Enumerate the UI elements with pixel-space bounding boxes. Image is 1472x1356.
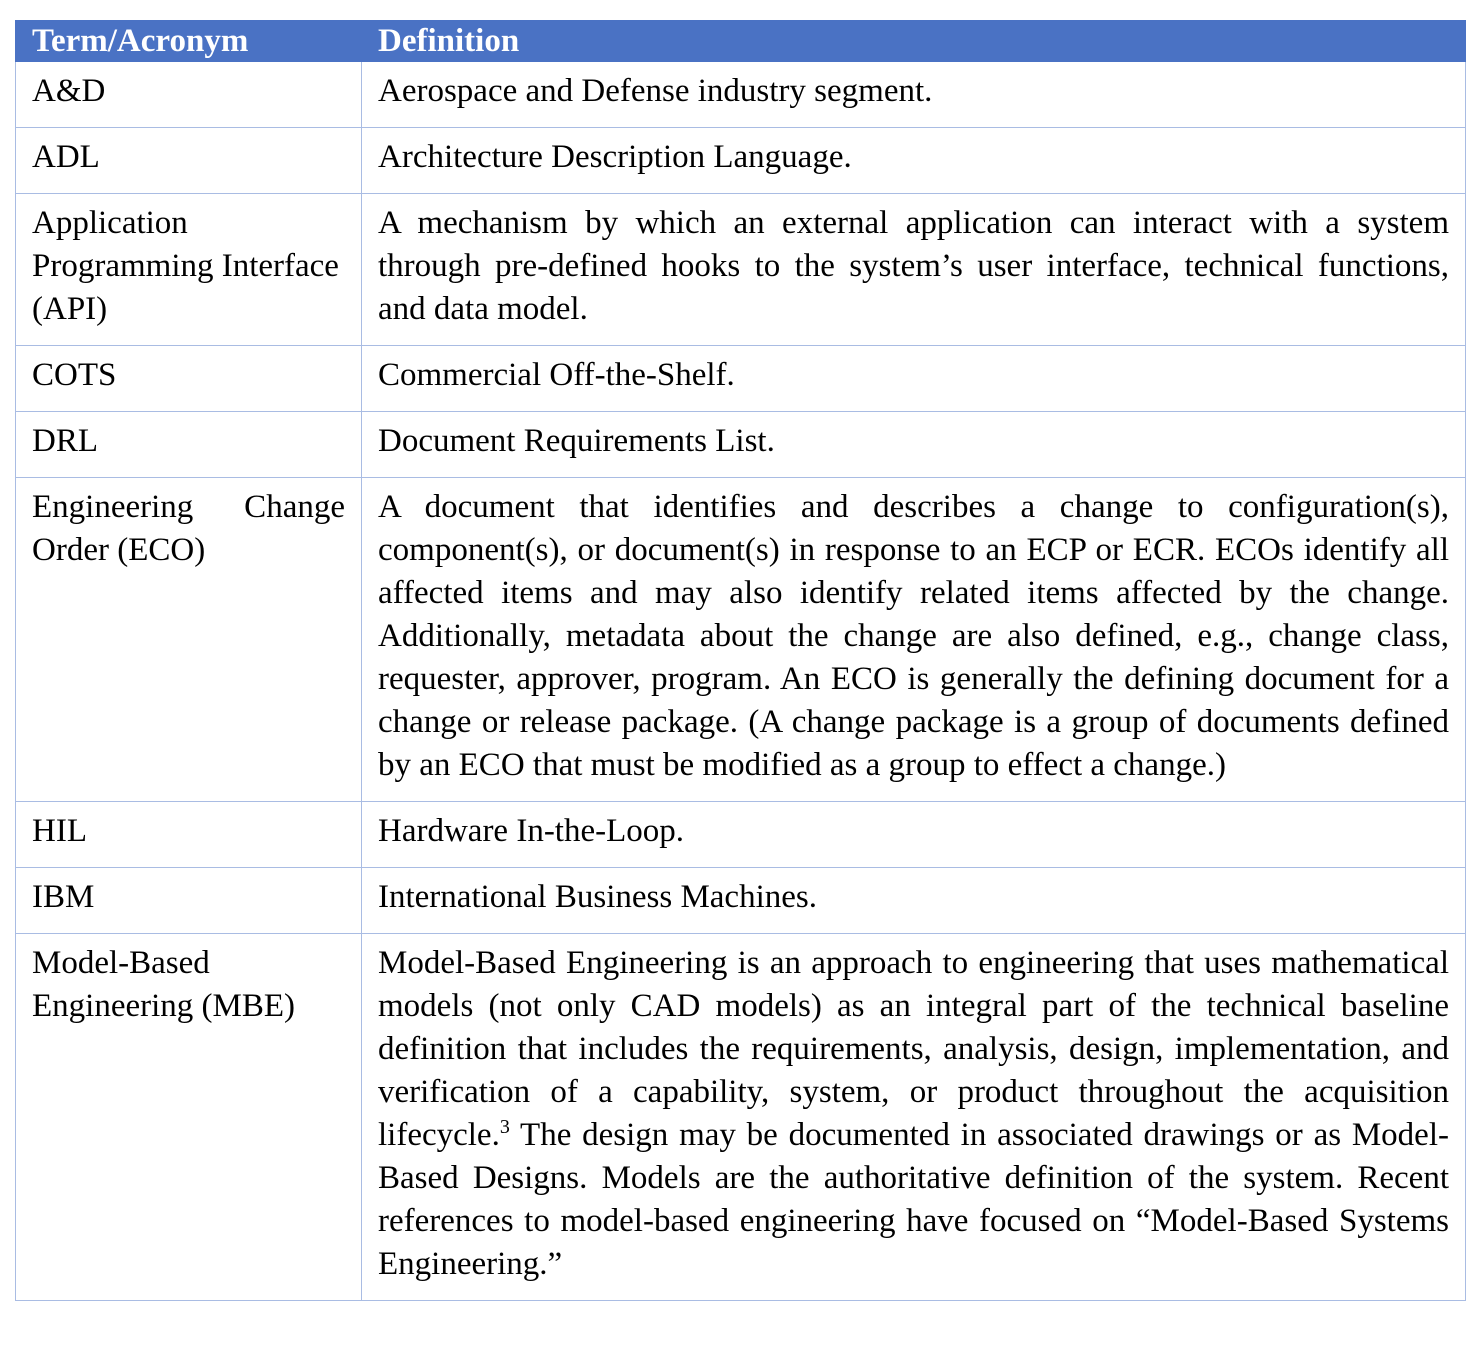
definition-cell: A mechanism by which an external application can interact with a system through pre-defined hooks to the system’s user interface, technical functions, and data model. [362, 194, 1466, 346]
term-cell: ADL [16, 128, 362, 194]
term-cell: Engineering Change Order (ECO) [16, 478, 362, 802]
table-row [16, 478, 1466, 802]
definition-cell: Aerospace and Defense industry segment. [362, 62, 1466, 128]
glossary-table [15, 20, 1466, 1301]
table-row [16, 868, 1466, 934]
definition-cell: A document that identifies and describes a change to configuration(s), component(s), or document(s) in response to an ECP or ECR. ECOs identify all affected items and may also identify related items affected by the change. Additionally, metadata about the change are also defined, e.g., change class, requester, approver, program. An ECO is generally the defining document for a change or release package. (A change package is a group of documents defined by an ECO that must be modified as a group to effect a change.) [362, 478, 1466, 802]
definition-header: Definition [362, 21, 1466, 62]
definition-cell: Commercial Off-the-Shelf. [362, 346, 1466, 412]
table-header-row [16, 21, 1466, 62]
definition-cell: Document Requirements List. [362, 412, 1466, 478]
footnote-reference: 3 [499, 1116, 510, 1138]
table-row [16, 346, 1466, 412]
definition-cell [362, 934, 1466, 1301]
definition-cell: Architecture Description Language. [362, 128, 1466, 194]
table-row [16, 934, 1466, 1301]
definition-cell: International Business Machines. [362, 868, 1466, 934]
term-cell: Model-Based Engineering (MBE) [16, 934, 362, 1301]
term-cell: IBM [16, 868, 362, 934]
term-acronym-header: Term/Acronym [16, 21, 362, 62]
definition-text: Model-Based Engineering is an approach to engineering that uses mathematical models (not only CAD models) as an integral part of the technical baseline definition that includes the requirements, analysis, design, implementation, and verification of a capability, system, or product throughout the acquisition lifecycle. [378, 945, 1449, 1153]
table-row [16, 802, 1466, 868]
table-row [16, 412, 1466, 478]
term-cell: DRL [16, 412, 362, 478]
term-cell: A&D [16, 62, 362, 128]
term-cell: COTS [16, 346, 362, 412]
term-cell: Application Programming Interface (API) [16, 194, 362, 346]
table-row [16, 128, 1466, 194]
term-cell: HIL [16, 802, 362, 868]
table-row [16, 62, 1466, 128]
table-row [16, 194, 1466, 346]
definition-cell: Hardware In-the-Loop. [362, 802, 1466, 868]
definition-text-continued: The design may be documented in associated drawings or as Model-Based Designs. Models are the authoritative definition of the system. Recent references to model-based engineering have focused on “Model-Based Systems Engineering.” [378, 1117, 1449, 1282]
